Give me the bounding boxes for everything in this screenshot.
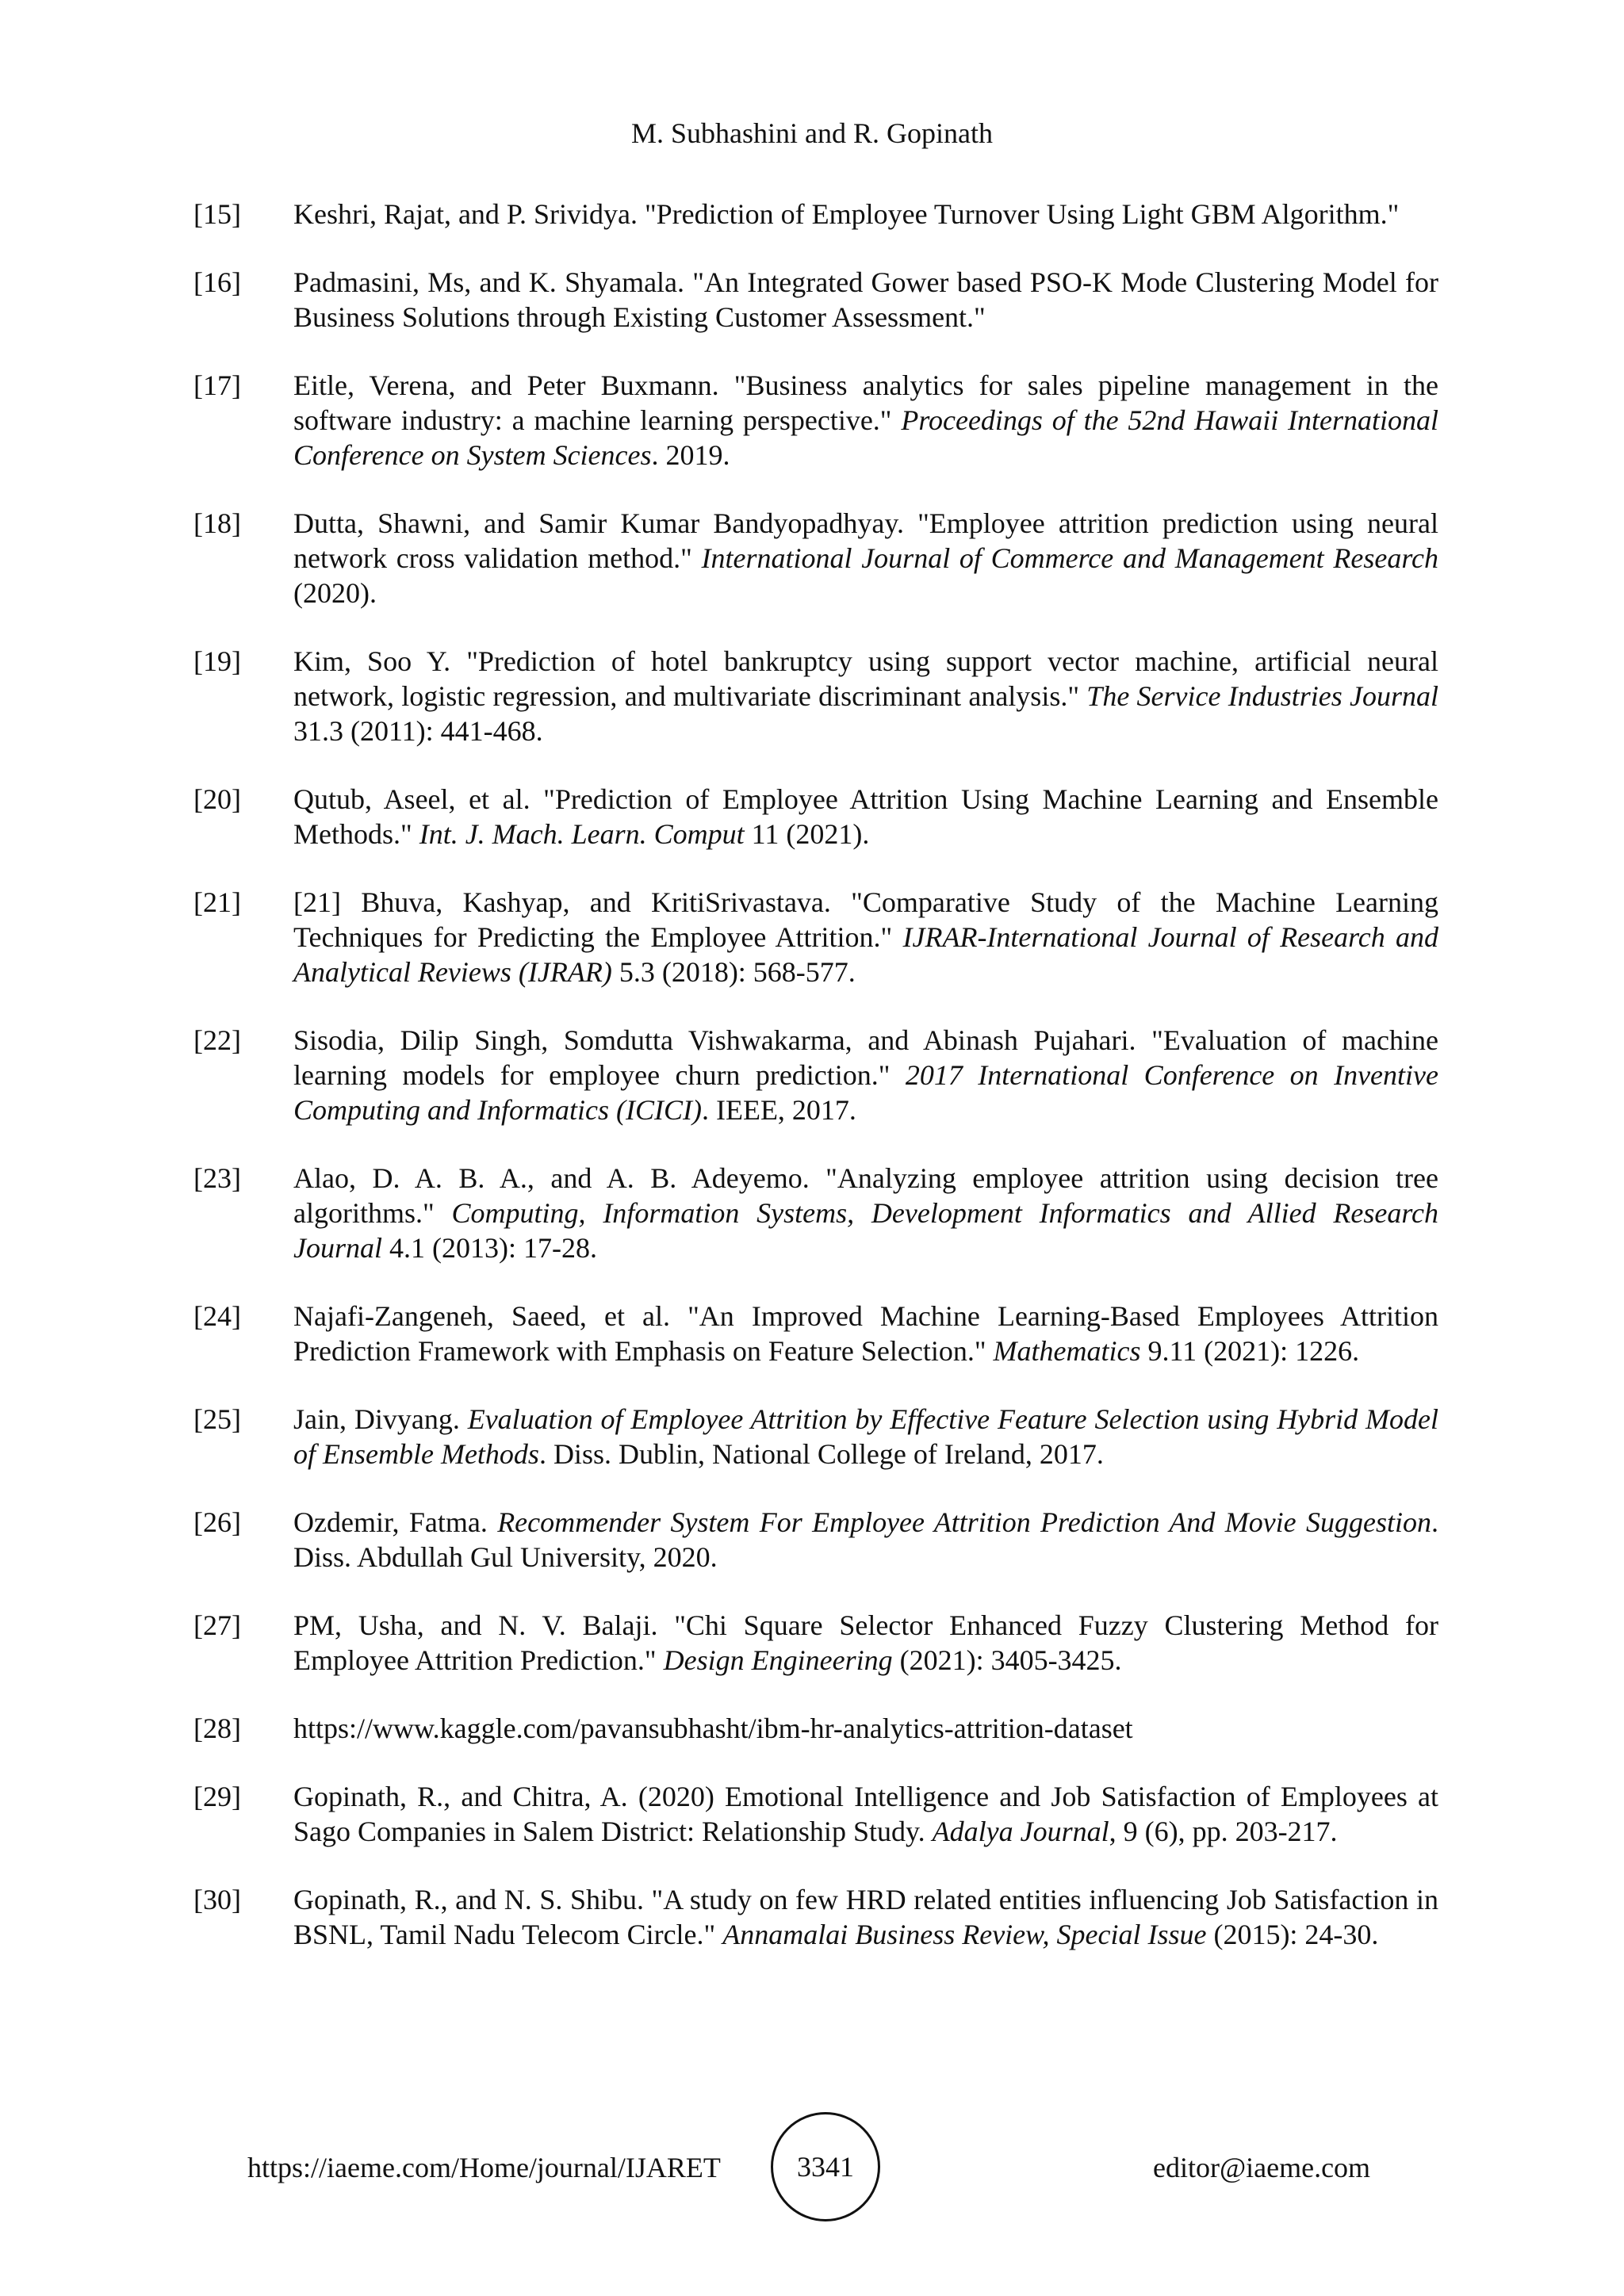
reference-text [293, 265, 1438, 335]
reference-source-title: Design Engineering [663, 1644, 893, 1676]
reference-item [193, 1711, 1438, 1746]
reference-text [293, 1711, 1438, 1746]
reference-number: [20] [193, 783, 241, 815]
reference-number: [25] [193, 1403, 241, 1435]
reference-text-segment: Qutub, Aseel, et al. "Prediction of Employee Attrition Using Machine Learning and Ensemble Methods." [293, 783, 1438, 850]
reference-text-segment: . 2019. [651, 439, 730, 471]
reference-text-segment: (2021): 3405-3425. [892, 1644, 1122, 1676]
reference-text-segment: Keshri, Rajat, and P. Srividya. "Prediction of Employee Turnover Using Light GBM Algorithm." [293, 198, 1400, 230]
reference-list [193, 197, 1438, 1985]
editor-email-link[interactable]: editor@iaeme.com [1153, 2152, 1371, 2183]
reference-number: [19] [193, 645, 241, 677]
reference-text-segment: Ozdemir, Fatma. [293, 1506, 498, 1538]
reference-text-segment: 9.11 (2021): 1226. [1140, 1335, 1360, 1367]
reference-text-segment: 5.3 (2018): 568-577. [611, 956, 856, 988]
reference-text-segment: Kim, Soo Y. "Prediction of hotel bankruptcy using support vector machine, artificial neural network, logistic regression, and multivariate discriminant analysis." [293, 645, 1438, 712]
reference-number: [28] [193, 1712, 241, 1744]
reference-source-title: Computing, Information Systems, Development Informatics and Allied Research Journal [293, 1197, 1438, 1264]
reference-text [293, 197, 1438, 232]
reference-text-segment: https://www.kaggle.com/pavansubhasht/ibm-hr-analytics-attrition-dataset [293, 1712, 1133, 1744]
reference-item [193, 1882, 1438, 1952]
reference-number: [16] [193, 266, 241, 298]
reference-number: [27] [193, 1609, 241, 1641]
page-footer [0, 2112, 1624, 2223]
reference-text [293, 782, 1438, 851]
reference-text-segment: Jain, Divyang. [293, 1403, 468, 1435]
page-number-badge [771, 2112, 880, 2221]
reference-source-title: IJRAR-International Journal of Research and Analytical Reviews (IJRAR) [293, 921, 1438, 988]
reference-text [293, 1779, 1438, 1849]
reference-text [293, 506, 1438, 610]
reference-text-segment: Sisodia, Dilip Singh, Somdutta Vishwakarma, and Abinash Pujahari. "Evaluation of machine learning models for employee churn prediction." [293, 1024, 1438, 1091]
page-number: 3341 [797, 2151, 854, 2183]
reference-text [293, 1505, 1438, 1575]
reference-source-title: Recommender System For Employee Attrition Prediction And Movie Suggestion [497, 1506, 1431, 1538]
header-authors: M. Subhashini and R. Gopinath [631, 117, 993, 149]
reference-number: [24] [193, 1300, 241, 1332]
reference-number: [15] [193, 198, 241, 230]
reference-item [193, 1505, 1438, 1575]
reference-text [293, 1608, 1438, 1678]
reference-text [293, 1161, 1438, 1265]
reference-source-title: The Service Industries Journal [1086, 680, 1438, 712]
reference-text-segment: Najafi-Zangeneh, Saeed, et al. "An Improved Machine Learning-Based Employees Attrition Prediction Framework with Emphasis on Feature Selection." [293, 1300, 1438, 1367]
reference-text-segment: 31.3 (2011): 441-468. [293, 715, 543, 747]
reference-source-title: Mathematics [993, 1335, 1141, 1367]
reference-text [293, 1402, 1438, 1471]
reference-text-segment: Padmasini, Ms, and K. Shyamala. "An Integrated Gower based PSO-K Mode Clustering Model for Business Solutions through Existing Customer Assessment." [293, 266, 1438, 333]
journal-link[interactable]: https://iaeme.com/Home/journal/IJARET [247, 2152, 721, 2183]
reference-text-segment: Alao, D. A. B. A., and A. B. Adeyemo. "Analyzing employee attrition using decision tree algorithms." [293, 1162, 1438, 1229]
reference-text [293, 1882, 1438, 1952]
reference-text-segment: 4.1 (2013): 17-28. [382, 1232, 597, 1264]
reference-item [193, 197, 1438, 232]
reference-text [293, 885, 1438, 989]
reference-text-segment: PM, Usha, and N. V. Balaji. "Chi Square Selector Enhanced Fuzzy Clustering Method for Employee Attrition Prediction." [293, 1609, 1438, 1676]
reference-number: [17] [193, 369, 241, 401]
reference-item [193, 506, 1438, 610]
reference-item [193, 1608, 1438, 1678]
reference-number: [21] [193, 886, 241, 918]
reference-text-segment: Gopinath, R., and N. S. Shibu. "A study on few HRD related entities influencing Job Satisfaction in BSNL, Tamil Nadu Telecom Circle." [293, 1884, 1438, 1950]
reference-source-title: International Journal of Commerce and Management Research [701, 542, 1438, 574]
reference-text-segment: , 9 (6), pp. 203-217. [1109, 1816, 1338, 1847]
reference-item [193, 885, 1438, 989]
reference-item [193, 1023, 1438, 1127]
reference-text [293, 368, 1438, 473]
running-header [0, 116, 1624, 151]
reference-source-title: Evaluation of Employee Attrition by Effective Feature Selection using Hybrid Model of Ensemble Methods [293, 1403, 1439, 1470]
reference-text [293, 644, 1438, 748]
reference-number: [29] [193, 1781, 241, 1812]
reference-source-title: 2017 International Conference on Inventive Computing and Informatics (ICICI) [293, 1059, 1438, 1126]
reference-text-segment: . Diss. Abdullah Gul University, 2020. [293, 1506, 1438, 1573]
reference-item [193, 265, 1438, 335]
reference-text-segment: Dutta, Shawni, and Samir Kumar Bandyopadhyay. "Employee attrition prediction using neural network cross validation method." [293, 507, 1438, 574]
reference-number: [18] [193, 507, 241, 539]
reference-item [193, 644, 1438, 748]
reference-item [193, 1161, 1438, 1265]
reference-text-segment: . Diss. Dublin, National College of Ireland, 2017. [538, 1438, 1104, 1470]
reference-text-segment: [21] Bhuva, Kashyap, and KritiSrivastava. "Comparative Study of the Machine Learning Techniques for Predicting the Employee Attrition." [293, 886, 1438, 953]
reference-number: [30] [193, 1884, 241, 1915]
reference-source-title: Int. J. Mach. Learn. Comput [419, 818, 745, 850]
reference-text-segment: Gopinath, R., and Chitra, A. (2020) Emotional Intelligence and Job Satisfaction of Employees at Sago Companies in Salem District: Relationship Study. [293, 1781, 1438, 1847]
reference-source-title: Adalya Journal [932, 1816, 1109, 1847]
reference-item [193, 782, 1438, 851]
reference-text [293, 1299, 1438, 1368]
reference-source-title: Annamalai Business Review, Special Issue [722, 1919, 1207, 1950]
reference-source-title: Proceedings of the 52nd Hawaii International Conference on System Sciences [293, 404, 1438, 471]
reference-number: [26] [193, 1506, 241, 1538]
reference-text-segment: . IEEE, 2017. [701, 1094, 856, 1126]
reference-text-segment: (2020). [293, 577, 377, 609]
reference-number: [23] [193, 1162, 241, 1194]
reference-text-segment: (2015): 24-30. [1206, 1919, 1379, 1950]
reference-item [193, 1299, 1438, 1368]
reference-text [293, 1023, 1438, 1127]
reference-text-segment: 11 (2021). [744, 818, 870, 850]
reference-item [193, 1779, 1438, 1849]
reference-item [193, 368, 1438, 473]
reference-number: [22] [193, 1024, 241, 1056]
reference-text-segment: Eitle, Verena, and Peter Buxmann. "Business analytics for sales pipeline management in the software industry: a machine learning perspective." [293, 369, 1438, 436]
reference-item [193, 1402, 1438, 1471]
